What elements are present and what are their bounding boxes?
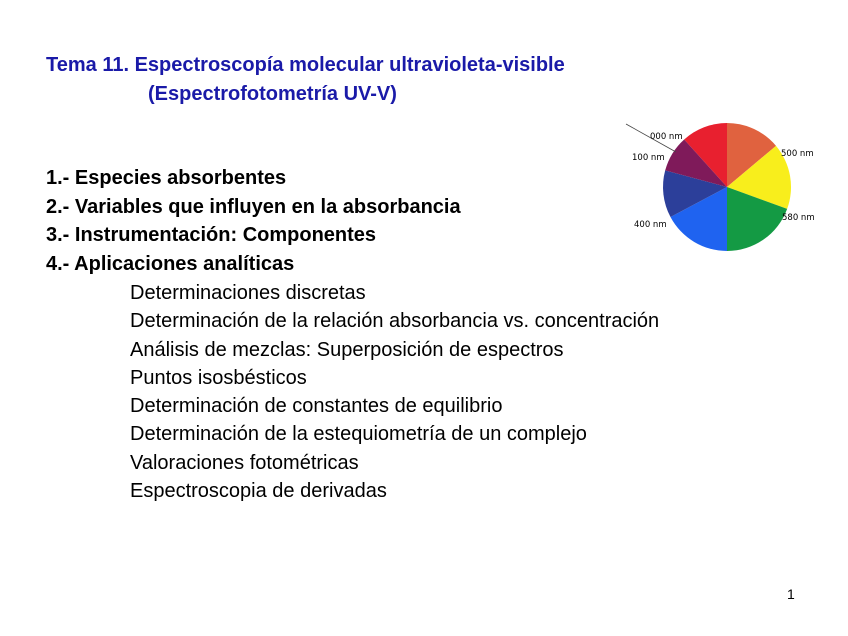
section-item-especies: 1.- Especies absorbentes: [46, 167, 287, 189]
application-item: Valoraciones fotométricas: [130, 451, 359, 474]
color-wheel-segments: [663, 123, 791, 251]
application-item: Determinación de constantes de equilibrio: [130, 395, 503, 418]
wheel-label-000nm: 000 nm: [650, 132, 683, 142]
color-wheel-figure: [614, 112, 834, 268]
page-number: 1: [787, 586, 795, 602]
application-item: Espectroscopia de derivadas: [130, 480, 387, 503]
page-subtitle: (Espectrofotometría UV-V): [148, 83, 397, 105]
application-item: Determinación de la estequiometría de un complejo: [130, 423, 587, 446]
section-item-aplicaciones: 4.- Aplicaciones analíticas: [46, 252, 295, 275]
section-list: [46, 164, 461, 278]
wheel-label-100nm: 100 nm: [632, 153, 665, 163]
page-title: Tema 11. Espectroscopía molecular ultravioleta-visible: [46, 54, 565, 76]
application-item: Determinación de la relación absorbancia vs. concentración: [130, 310, 660, 333]
wheel-label-400nm: 400 nm: [634, 220, 667, 230]
wheel-label-580nm: 580 nm: [782, 213, 815, 223]
applications-list: [130, 279, 659, 505]
wheel-label-500nm: 500 nm: [781, 149, 814, 159]
application-item: Puntos isosbésticos: [130, 366, 307, 389]
section-item-variables: 2.- Variables que influyen en la absorbancia: [46, 195, 461, 218]
section-item-instrumentacion: 3.- Instrumentación: Componentes: [46, 224, 377, 246]
application-item: Determinaciones discretas: [130, 282, 366, 304]
application-item: Análisis de mezclas: Superposición de espectros: [130, 338, 564, 361]
